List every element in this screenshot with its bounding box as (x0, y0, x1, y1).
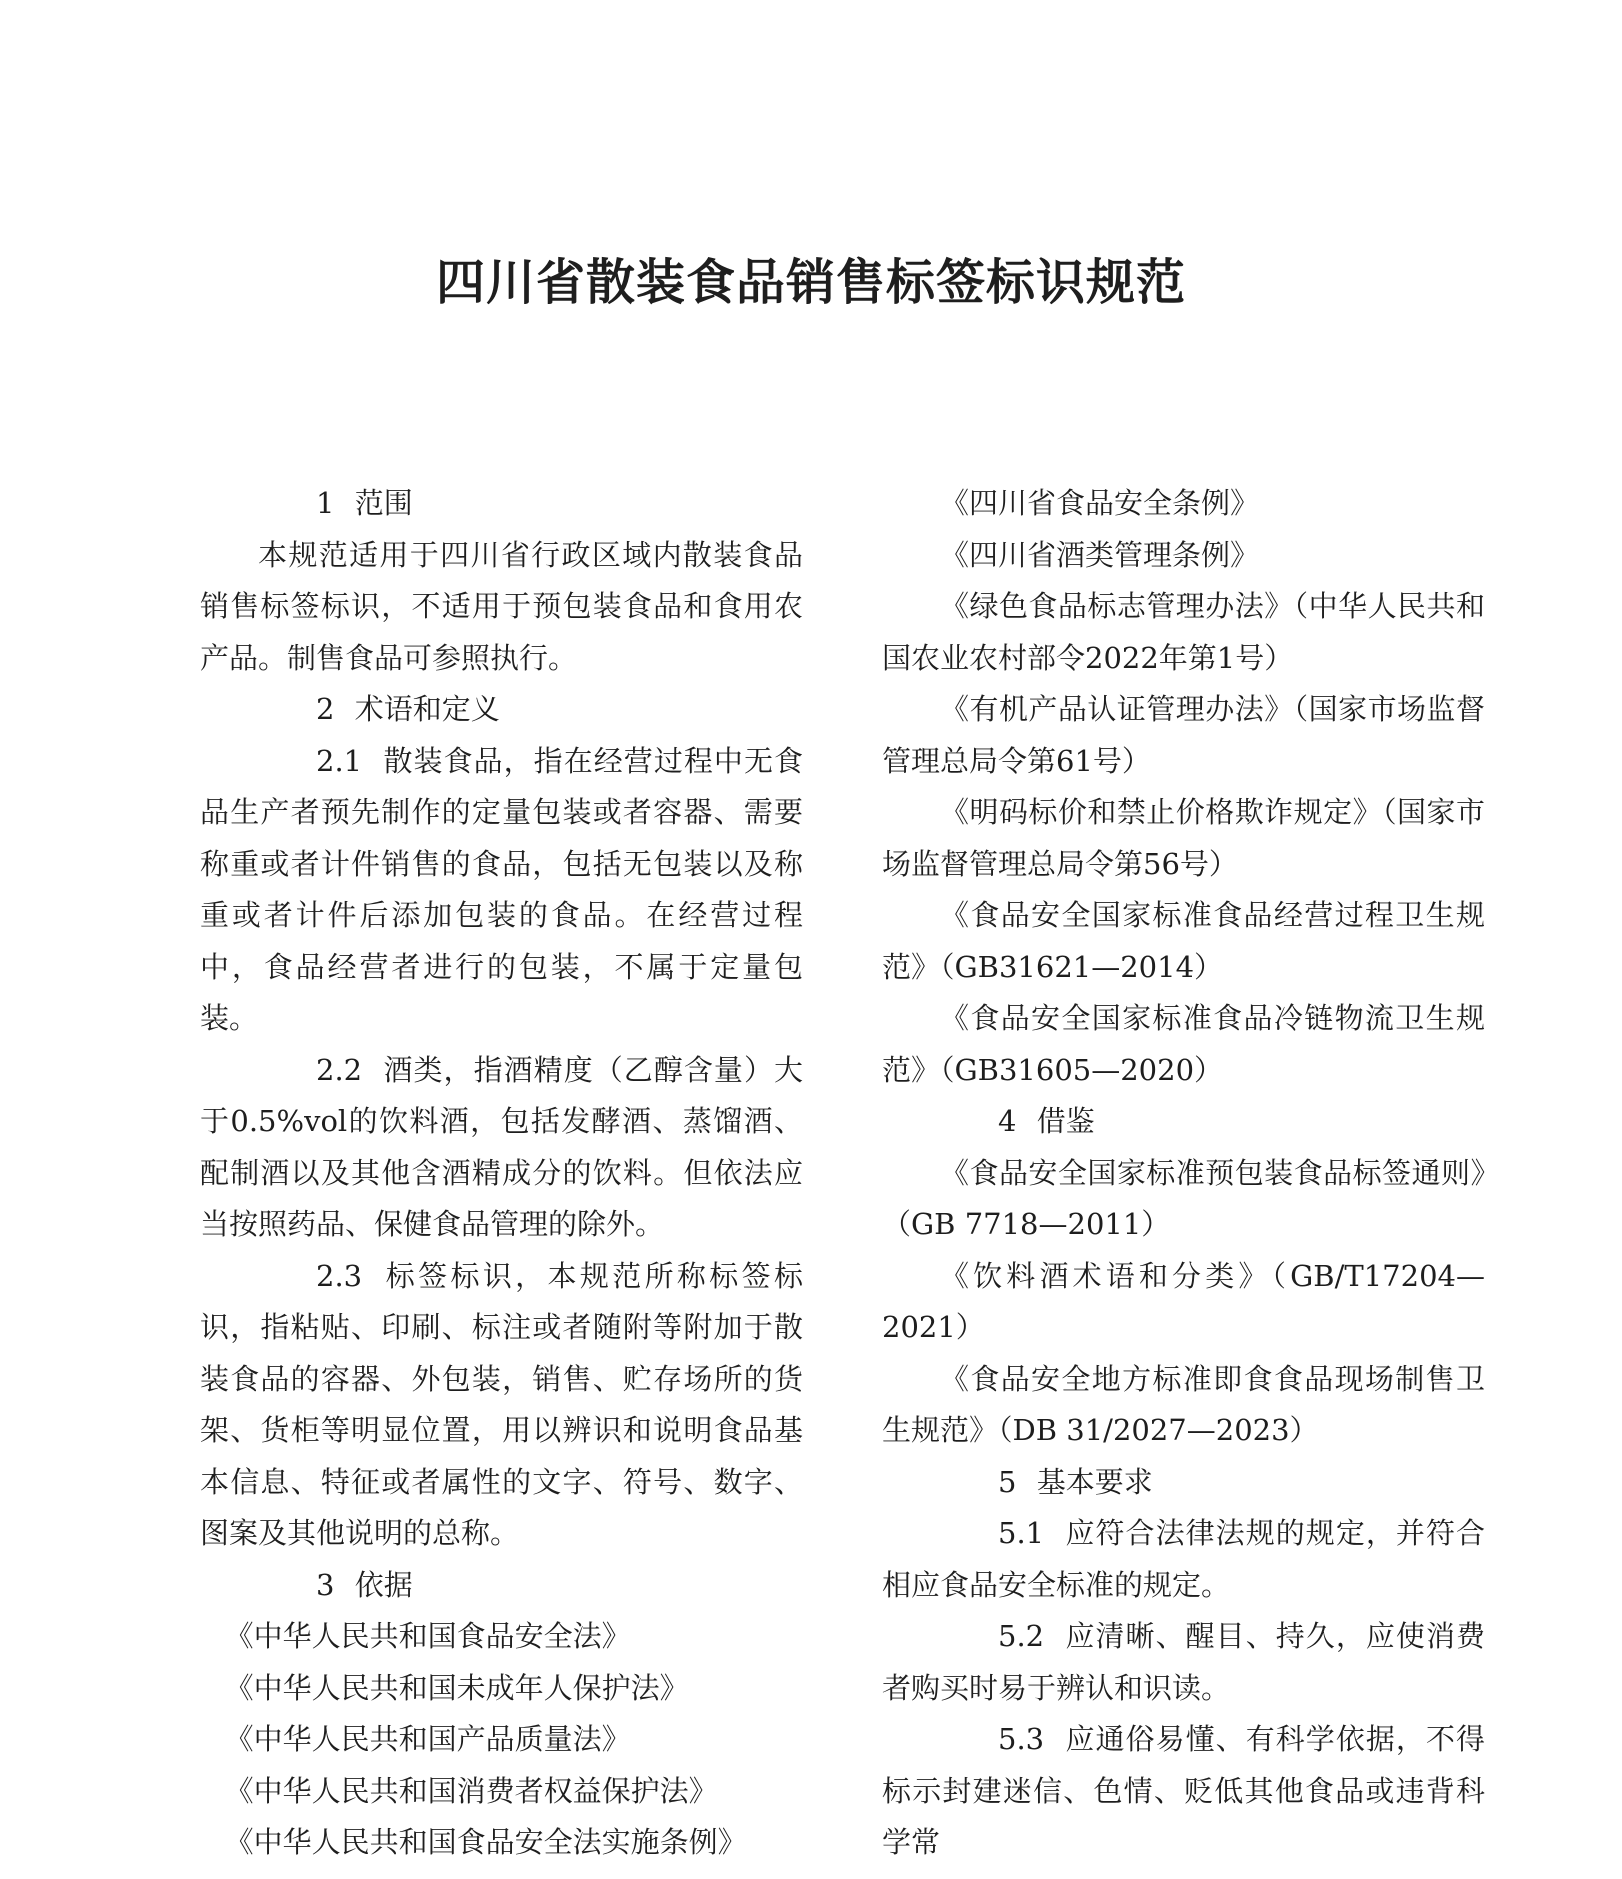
clause-text: 应符合法律法规的规定，并符合相应食品安全标准的规定。 (882, 1516, 1485, 1602)
section-title: 范围 (354, 486, 413, 520)
section-number: 1 (316, 486, 335, 520)
section-number: 2 (316, 692, 335, 726)
section-title: 术语和定义 (354, 692, 500, 726)
clause-text: 散装食品，指在经营过程中无食品生产者预先制作的定量包装或者容器、需要称重或者计件销售的食品，包括无包装以及称重或者计件后添加包装的食品。在经营过程中，食品经营者进行的包装，不属于定量包装。 (200, 743, 803, 1035)
law-reference: 《有机产品认证管理办法》（国家市场监督管理总局令第61号） (882, 692, 1485, 778)
clause-2-2 (200, 1045, 803, 1251)
section-1-paragraph: 本规范适用于四川省行政区域内散装食品销售标签标识，不适用于预包装食品和食用农产品。制售食品可参照执行。 (200, 537, 803, 675)
law-reference: 《中华人民共和国食品安全法实施条例》 (224, 1825, 747, 1859)
reference-standard: 《食品安全国家标准预包装食品标签通则》（GB 7718—2011） (882, 1155, 1485, 1241)
clause-text: 应清晰、醒目、持久，应使消费者购买时易于辨认和识读。 (882, 1619, 1485, 1705)
law-reference: 《明码标价和禁止价格欺诈规定》（国家市场监督管理总局令第56号） (882, 795, 1485, 881)
document-title: 四川省散装食品销售标签标识规范 (435, 254, 1186, 311)
section-number: 3 (316, 1567, 335, 1602)
section-5-heading (882, 1457, 1485, 1509)
law-reference: 《中华人民共和国消费者权益保护法》 (224, 1773, 718, 1808)
law-reference: 《中华人民共和国食品安全法》 (224, 1619, 631, 1653)
clause-5-2 (882, 1611, 1485, 1714)
clause-5-1 (882, 1508, 1485, 1611)
clause-text: 酒类，指酒精度（乙醇含量）大于0.5%vol的饮料酒，包括发酵酒、蒸馏酒、配制酒以及其他含酒精成分的饮料。但依法应当按照药品、保健食品管理的除外。 (200, 1052, 803, 1241)
section-number: 4 (998, 1104, 1017, 1138)
reference-standard: 《食品安全地方标准即食食品现场制售卫生规范》（DB 31/2027—2023） (882, 1361, 1485, 1447)
reference-standard: 《饮料酒术语和分类》（GB/T17204—2021） (882, 1258, 1485, 1344)
clause-2-1 (200, 736, 803, 1045)
law-reference: 《食品安全国家标准食品冷链物流卫生规范》（GB31605—2020） (882, 1001, 1485, 1087)
clause-text: 标签标识，本规范所称标签标识，指粘贴、印刷、标注或者随附等附加于散装食品的容器、外包装，销售、贮存场所的货架、货柜等明显位置，用以辨识和说明食品基本信息、特征或者属性的文字、符号、数字、图案及其他说明的总称。 (200, 1258, 803, 1550)
section-number: 5 (998, 1464, 1017, 1499)
section-4-heading (882, 1096, 1485, 1148)
clause-5-3 (882, 1714, 1485, 1869)
section-3-heading (200, 1560, 803, 1612)
law-reference: 《中华人民共和国产品质量法》 (224, 1722, 631, 1756)
clause-number: 2.1 (316, 743, 363, 778)
section-2-heading (200, 684, 803, 736)
clause-number: 5.2 (998, 1619, 1045, 1653)
law-reference: 《四川省酒类管理条例》 (940, 537, 1260, 572)
law-reference: 《食品安全国家标准食品经营过程卫生规范》（GB31621—2014） (882, 898, 1485, 984)
clause-number: 2.3 (316, 1258, 363, 1293)
law-reference: 《绿色食品标志管理办法》（中华人民共和国农业农村部令2022年第1号） (882, 589, 1485, 675)
clause-number: 5.3 (998, 1722, 1045, 1756)
section-title: 依据 (354, 1567, 413, 1602)
section-title: 借鉴 (1036, 1104, 1095, 1138)
left-column (200, 478, 803, 1869)
section-title: 基本要求 (1036, 1464, 1153, 1499)
clause-number: 5.1 (998, 1516, 1045, 1550)
law-reference: 《四川省食品安全条例》 (940, 486, 1260, 520)
clause-text: 应通俗易懂、有科学依据，不得标示封建迷信、色情、贬低其他食品或违背科学常 (882, 1722, 1485, 1859)
law-reference: 《中华人民共和国未成年人保护法》 (224, 1670, 689, 1705)
right-column (882, 478, 1485, 1869)
clause-number: 2.2 (316, 1052, 363, 1087)
section-1-heading (200, 478, 803, 530)
clause-2-3 (200, 1251, 803, 1560)
